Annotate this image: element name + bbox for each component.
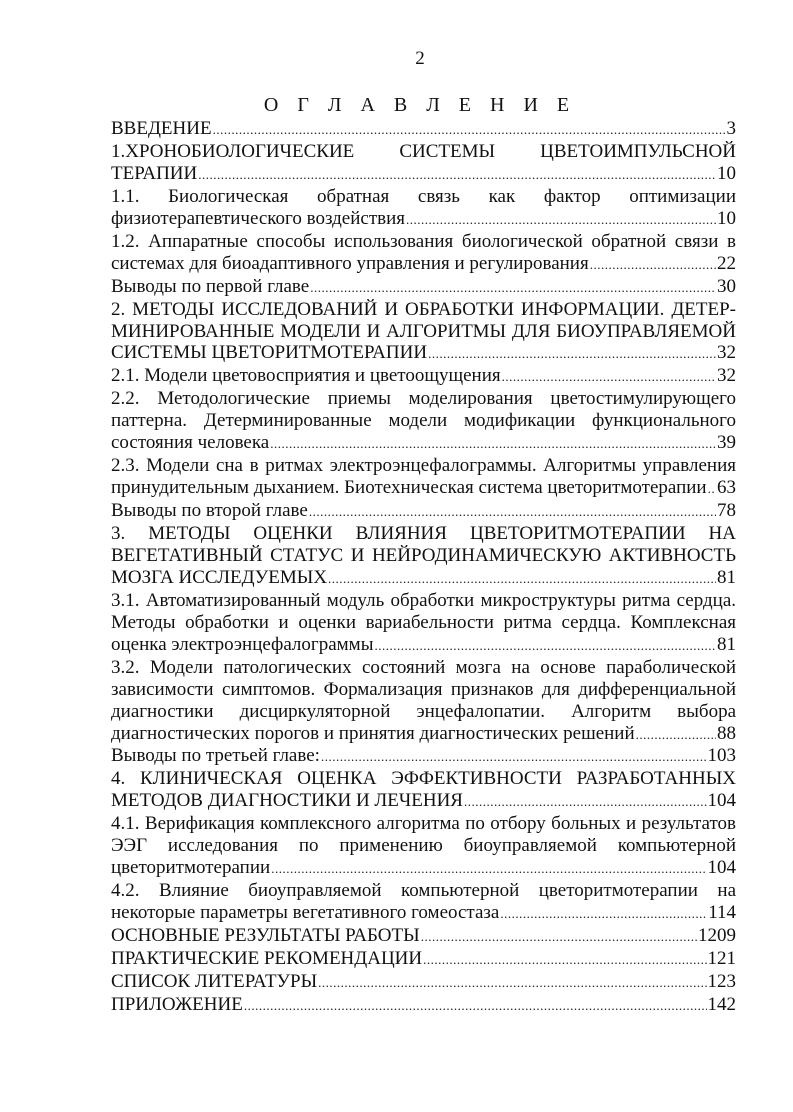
- toc-entry-page: 39: [717, 432, 736, 454]
- toc-entry-text-line: диагностических порогов и принятия диагностических решений: [111, 722, 635, 744]
- dot-leader: [708, 477, 716, 500]
- toc-entry-text-line: физиотерапевтического воздействия: [111, 207, 406, 229]
- toc-entry-last-line: [111, 253, 736, 276]
- dot-leader: [271, 857, 706, 880]
- toc-entry: [111, 365, 736, 388]
- toc-entry-page: 22: [717, 252, 736, 274]
- toc-entry-last-line: [111, 208, 736, 231]
- toc-entry-page: 104: [707, 790, 736, 812]
- toc-entry-text-line: МИНИРОВАННЫЕ МОДЕЛИ И АЛГОРИТМЫ ДЛЯ БИОУПРАВЛЯЕМОЙ: [111, 320, 736, 342]
- toc-entry-last-line: [111, 994, 736, 1017]
- toc-entry-last-line: [111, 902, 736, 925]
- toc-entry-last-line: [111, 477, 736, 500]
- toc-entry-text-line: 2.1. Модели цветовосприятия и цветоощущения: [111, 365, 501, 387]
- toc-entry-text-line: ОСНОВНЫЕ РЕЗУЛЬТАТЫ РАБОТЫ: [111, 925, 420, 947]
- toc-entry-text-line: паттерна. Детерминированные модели модификации функционального: [111, 410, 736, 432]
- toc-entry-page: 114: [708, 902, 736, 924]
- dot-leader: [636, 723, 716, 746]
- toc-entry-text-line: СИСТЕМЫ ЦВЕТОРИТМОТЕРАПИИ: [111, 342, 428, 364]
- toc-entry-last-line: [111, 567, 736, 590]
- toc-entry: [111, 231, 736, 276]
- toc-entry: [111, 590, 736, 657]
- toc-entry-last-line: [111, 118, 736, 141]
- toc-entry-text-line: ПРИЛОЖЕНИЕ: [111, 993, 243, 1015]
- toc-entry: [111, 880, 736, 925]
- toc-entry-text-line: ВЕГЕТАТИВНЫЙ СТАТУС И НЕЙРОДИНАМИЧЕСКУЮ АКТИВНОСТЬ: [111, 544, 736, 566]
- toc-entry-text-line: 3.2. Модели патологических состояний мозга на основе параболической: [111, 656, 736, 678]
- toc-entry-text-line: системах для биоадаптивного управления и регулирования: [111, 252, 589, 274]
- toc-entry-text-line: 3.1. Автоматизированный модуль обработки микроструктуры ритма сердца.: [111, 589, 736, 611]
- dot-leader: [198, 163, 716, 186]
- toc-entry: [111, 994, 736, 1017]
- toc-entry-last-line: [111, 925, 736, 948]
- toc-entry-text-line: 1.ХРОНОБИОЛОГИЧЕСКИЕ СИСТЕМЫ ЦВЕТОИМПУЛЬСНОЙ: [111, 140, 736, 162]
- toc-entry: [111, 768, 736, 813]
- toc-entry-page: 1209: [698, 925, 736, 947]
- toc-entry-text-line: 1.1. Биологическая обратная связь как фактор оптимизации: [111, 185, 736, 207]
- toc-entry: [111, 925, 736, 948]
- toc-entry-last-line: [111, 723, 736, 746]
- toc-entry: [111, 813, 736, 880]
- dot-leader: [374, 634, 716, 657]
- toc-entry-text-line: 2.3. Модели сна в ритмах электроэнцефалограммы. Алгоритмы управления: [111, 455, 736, 477]
- toc-entry-page: 103: [707, 745, 736, 767]
- toc-entry-text-line: МОЗГА ИССЛЕДУЕМЫХ: [111, 566, 328, 588]
- dot-leader: [406, 208, 716, 231]
- dot-leader: [244, 994, 707, 1017]
- dot-leader: [321, 745, 707, 768]
- toc-entry-page: 88: [717, 722, 736, 744]
- toc-entry-last-line: [111, 276, 736, 299]
- toc-entry: [111, 141, 736, 186]
- toc-entry-text-line: Выводы по третьей главе:: [111, 745, 320, 767]
- toc-entry: [111, 118, 736, 141]
- toc-entry-text-line: 3. МЕТОДЫ ОЦЕНКИ ВЛИЯНИЯ ЦВЕТОРИТМОТЕРАПИИ НА: [111, 523, 736, 545]
- toc-entry-text-line: состояния человека: [111, 432, 270, 454]
- toc-entry: [111, 186, 736, 231]
- dot-leader: [590, 253, 716, 276]
- toc-entry-page: 104: [707, 857, 736, 879]
- toc-entry-text-line: 1.2. Аппаратные способы использования биологической обратной связи в: [111, 230, 736, 252]
- toc-entry-text-line: принудительным дыханием. Биотехническая система цветоритмотерапии: [111, 477, 707, 499]
- toc-entry-page: 81: [717, 633, 736, 655]
- toc-entry-page: 81: [717, 566, 736, 588]
- dot-leader: [464, 790, 707, 813]
- toc-entry: [111, 971, 736, 994]
- toc-entry-page: 121: [707, 947, 736, 969]
- dot-leader: [502, 365, 716, 388]
- toc-entry-page: 3: [726, 118, 736, 139]
- toc-entry: [111, 455, 736, 500]
- toc-entry-last-line: [111, 971, 736, 994]
- dot-leader: [421, 925, 697, 948]
- toc-entry-text-line: Выводы по первой главе: [111, 275, 310, 297]
- toc-entry-text-line: ВВЕДЕНИЕ: [111, 118, 212, 139]
- dot-leader: [328, 567, 716, 590]
- toc-entry-page: 10: [717, 162, 736, 184]
- toc-entry-last-line: [111, 365, 736, 388]
- toc-entry-text-line: цветоритмотерапии: [111, 857, 271, 879]
- toc-entry-text-line: оценка электроэнцефалограммы: [111, 633, 374, 655]
- dot-leader: [213, 118, 726, 141]
- toc-entry-text-line: Методы обработки и оценки вариабельности ритма сердца. Комплексная: [111, 611, 736, 633]
- toc-entry-text-line: 4.1. Верификация комплексного алгоритма по отбору больных и результатов: [111, 813, 736, 835]
- toc-entry-page: 142: [707, 993, 736, 1015]
- dot-leader: [318, 971, 706, 994]
- toc-entry: [111, 745, 736, 768]
- toc-entry: [111, 299, 736, 366]
- dot-leader: [270, 432, 716, 455]
- toc-entry-last-line: [111, 342, 736, 365]
- toc-entry-page: 32: [717, 365, 736, 387]
- toc-entry-last-line: [111, 500, 736, 523]
- page-title: О Г Л А В Л Е Н И Е: [263, 94, 577, 116]
- toc-entry-text-line: зависимости симптомов. Формализация признаков для дифференциальной: [111, 678, 736, 700]
- toc-entry-text-line: диагностики дисциркуляторной энцефалопатии. Алгоритм выбора: [111, 700, 736, 722]
- dot-leader: [309, 500, 716, 523]
- toc-entry-text-line: СПИСОК ЛИТЕРАТУРЫ: [111, 970, 318, 992]
- toc-entry-text-line: 2. МЕТОДЫ ИССЛЕДОВАНИЙ И ОБРАБОТКИ ИНФОРМАЦИИ. ДЕТЕР-: [111, 298, 736, 320]
- toc-entry-last-line: [111, 163, 736, 186]
- page-number: 2: [415, 48, 425, 69]
- toc-entry-text-line: ЭЭГ исследования по применению биоуправляемой компьютерной: [111, 835, 736, 857]
- toc-entry-text-line: ПРАКТИЧЕСКИЕ РЕКОМЕНДАЦИИ: [111, 947, 423, 969]
- toc-entry: [111, 388, 736, 455]
- toc-entry-page: 78: [717, 500, 736, 522]
- toc-entry-text-line: Выводы по второй главе: [111, 500, 308, 522]
- toc-entry-last-line: [111, 790, 736, 813]
- toc-entry: [111, 523, 736, 590]
- toc-entry: [111, 657, 736, 746]
- toc-entry-last-line: [111, 948, 736, 971]
- toc-entry-page: 30: [717, 275, 736, 297]
- toc-entry-page: 63: [717, 477, 736, 499]
- toc-entry-last-line: [111, 857, 736, 880]
- toc-entry-page: 10: [717, 207, 736, 229]
- dot-leader: [310, 276, 716, 299]
- toc-entry-text-line: некоторые параметры вегетативного гомеостаза: [111, 902, 500, 924]
- toc-entry: [111, 276, 736, 299]
- toc-entry-text-line: 2.2. Методологические приемы моделирования цветостимулирующего: [111, 388, 736, 410]
- table-of-contents: [111, 118, 736, 1017]
- dot-leader: [428, 342, 716, 365]
- dot-leader: [423, 948, 706, 971]
- toc-entry-last-line: [111, 432, 736, 455]
- toc-entry-text-line: ТЕРАПИИ: [111, 162, 198, 184]
- toc-entry-last-line: [111, 745, 736, 768]
- toc-entry-last-line: [111, 634, 736, 657]
- toc-entry-text-line: 4. КЛИНИЧЕСКАЯ ОЦЕНКА ЭФФЕКТИВНОСТИ РАЗРАБОТАННЫХ: [111, 768, 736, 790]
- dot-leader: [500, 902, 707, 925]
- toc-entry-text-line: 4.2. Влияние биоуправляемой компьютерной цветоритмотерапии на: [111, 880, 736, 902]
- toc-entry: [111, 500, 736, 523]
- toc-entry-page: 123: [707, 970, 736, 992]
- toc-entry: [111, 948, 736, 971]
- toc-entry-text-line: МЕТОДОВ ДИАГНОСТИКИ И ЛЕЧЕНИЯ: [111, 790, 463, 812]
- toc-entry-page: 32: [717, 342, 736, 364]
